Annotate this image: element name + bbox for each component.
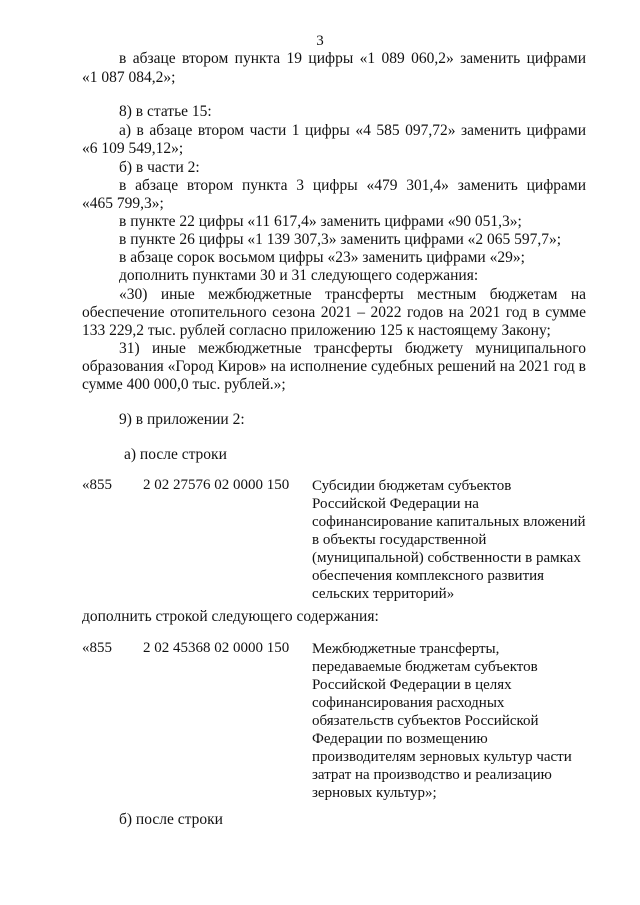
- text-line: в абзаце втором пункта 19 цифры «1 089 060,2» заменить цифрами: [119, 50, 586, 67]
- text-line: «465 799,3»;: [82, 195, 164, 212]
- text-line: 31) иные межбюджетные трансферты бюджету муниципального: [119, 340, 586, 357]
- text-line: в абзаце втором пункта 3 цифры «479 301,4» заменить цифрами: [119, 177, 586, 194]
- row-kbk: 2 02 27576 02 0000 150: [143, 477, 290, 493]
- text-line: 8) в статье 15:: [119, 103, 212, 120]
- text-line: 9) в приложении 2:: [119, 411, 245, 428]
- row-description: Субсидии бюджетам субъектов Российской Федерации на софинансирование капитальных вложений в объекты государственной (муниципальной) собственности в рамках обеспечения комплексного развития сельских территорий»: [312, 478, 586, 602]
- row-code: «855: [82, 477, 112, 493]
- text-line: а) в абзаце втором части 1 цифры «4 585 097,72» заменить цифрами: [119, 122, 586, 139]
- text-line: в абзаце сорок восьмом цифры «23» заменить цифрами «29»;: [119, 249, 525, 266]
- row-description: Межбюджетные трансферты, передаваемые бюджетам субъектов Российской Федерации в целях софинансирования расходных обязательств субъектов Российской Федерации по возмещению производителям зерновых культур части затрат на производство и реализацию зерновых культур»;: [312, 641, 572, 801]
- text-line: в пункте 22 цифры «11 617,4» заменить цифрами «90 051,3»;: [119, 213, 522, 230]
- text-line: «1 087 084,2»;: [82, 69, 176, 86]
- text-line: сумме 400 000,0 тыс. рублей.»;: [82, 376, 286, 393]
- text-line: дополнить строкой следующего содержания:: [82, 608, 379, 625]
- text-line: б) в части 2:: [119, 159, 200, 176]
- text-line: обеспечение отопительного сезона 2021 – 2022 годов на 2021 год в сумме: [82, 304, 586, 321]
- text-line: «6 109 549,12»;: [82, 140, 184, 157]
- text-line: образования «Город Киров» на исполнение судебных решений на 2021 год в: [82, 358, 586, 375]
- text-line: дополнить пунктами 30 и 31 следующего содержания:: [119, 267, 479, 284]
- text-line: 133 229,2 тыс. рублей согласно приложению 125 к настоящему Закону;: [82, 322, 551, 339]
- row-code: «855: [82, 640, 112, 656]
- row-kbk: 2 02 45368 02 0000 150: [143, 640, 290, 656]
- text-line: «30) иные межбюджетные трансферты местным бюджетам на: [119, 286, 586, 303]
- text-line: а) после строки: [124, 446, 227, 463]
- text-line: б) после строки: [119, 811, 223, 828]
- page-number: 3: [316, 33, 324, 49]
- text-line: в пункте 26 цифры «1 139 307,3» заменить цифрами «2 065 597,7»;: [119, 231, 562, 248]
